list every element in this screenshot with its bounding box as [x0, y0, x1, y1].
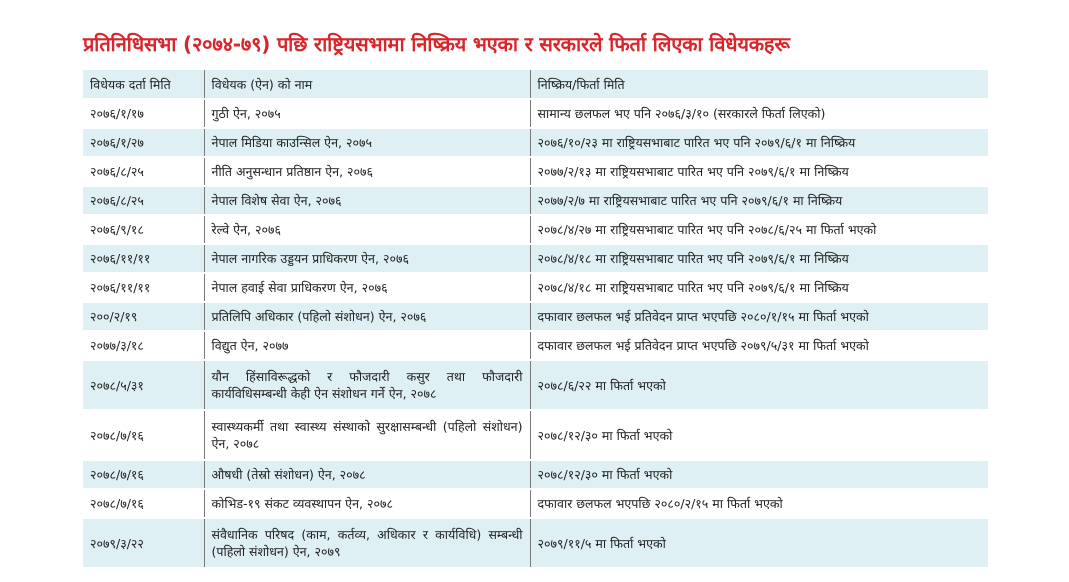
registration-date-cell: २०७८/७/१६: [83, 410, 204, 460]
table-row: [83, 489, 988, 518]
bill-name-cell: नेपाल विशेष सेवा ऐन, २०७६: [204, 186, 530, 215]
registration-date-cell: २०७६/८/२५: [83, 186, 204, 215]
status-cell: दफावार छलफल भई प्रतिवेदन प्राप्त भएपछि २०७९/५/३१ मा फिर्ता भएको: [530, 331, 988, 360]
bill-name-cell: विद्युत ऐन, २०७७: [204, 331, 530, 360]
table-row: [83, 460, 988, 489]
status-cell: २०७९/११/५ मा फिर्ता भएको: [530, 518, 988, 568]
registration-date-cell: २०७८/५/३१: [83, 360, 204, 410]
table-row: [83, 273, 988, 302]
bill-name-cell: नेपाल नागरिक उड्डयन प्राधिकरण ऐन, २०७६: [204, 244, 530, 273]
header-bill-name: विधेयक (ऐन) को नाम: [204, 70, 530, 99]
table-row: [83, 302, 988, 331]
status-cell: २०७८/१२/३० मा फिर्ता भएको: [530, 460, 988, 489]
table-row: [83, 331, 988, 360]
bills-table: [83, 70, 988, 569]
status-cell: २०७८/१२/३० मा फिर्ता भएको: [530, 410, 988, 460]
bill-name-cell: नेपाल मिडिया काउन्सिल ऐन, २०७५: [204, 128, 530, 157]
status-cell: २०७८/४/१८ मा राष्ट्रियसभाबाट पारित भए पनि २०७९/६/१ मा निष्क्रिय: [530, 273, 988, 302]
header-status-date: निष्क्रिय/फिर्ता मिति: [530, 70, 988, 99]
table-row: [83, 157, 988, 186]
page-title: प्रतिनिधिसभा (२०७४-७९) पछि राष्ट्रियसभामा निष्क्रिय भएका र सरकारले फिर्ता लिएका विधेयकहरू: [83, 32, 790, 56]
bill-name-cell: नेपाल हवाई सेवा प्राधिकरण ऐन, २०७६: [204, 273, 530, 302]
bill-name-cell: संवैधानिक परिषद (काम, कर्तव्य, अधिकार र कार्यविधि) सम्बन्धी (पहिलो संशोधन) ऐन, २०७९: [204, 518, 530, 568]
registration-date-cell: २०७६/११/११: [83, 244, 204, 273]
bill-name-cell: प्रतिलिपि अधिकार (पहिलो संशोधन) ऐन, २०७६: [204, 302, 530, 331]
status-cell: २०७८/४/१८ मा राष्ट्रियसभाबाट पारित भए पनि २०७९/६/१ मा निष्क्रिय: [530, 244, 988, 273]
registration-date-cell: २०७६/११/११: [83, 273, 204, 302]
registration-date-cell: २०७६/८/२५: [83, 157, 204, 186]
status-cell: २०७७/२/१३ मा राष्ट्रियसभाबाट पारित भए पनि २०७९/६/१ मा निष्क्रिय: [530, 157, 988, 186]
table-row: [83, 518, 988, 568]
status-cell: सामान्य छलफल भए पनि २०७६/३/१० (सरकारले फिर्ता लिएको): [530, 99, 988, 128]
table-header-row: [83, 70, 988, 99]
header-registration-date: विधेयक दर्ता मिति: [83, 70, 204, 99]
registration-date-cell: २००/२/१९: [83, 302, 204, 331]
bill-name-cell: गुठी ऐन, २०७५: [204, 99, 530, 128]
bill-name-cell: नीति अनुसन्धान प्रतिष्ठान ऐन, २०७६: [204, 157, 530, 186]
table-row: [83, 360, 988, 410]
registration-date-cell: २०७८/७/१६: [83, 460, 204, 489]
registration-date-cell: २०७६/१/२७: [83, 128, 204, 157]
registration-date-cell: २०७६/१/१७: [83, 99, 204, 128]
table-row: [83, 215, 988, 244]
table-row: [83, 244, 988, 273]
bill-name-cell: रेल्वे ऐन, २०७६: [204, 215, 530, 244]
registration-date-cell: २०७७/३/१८: [83, 331, 204, 360]
table-row: [83, 186, 988, 215]
status-cell: २०७८/६/२२ मा फिर्ता भएको: [530, 360, 988, 410]
table-row: [83, 99, 988, 128]
registration-date-cell: २०७६/९/१८: [83, 215, 204, 244]
table-row: [83, 410, 988, 460]
bill-name-cell: यौन हिंसाविरूद्धको र फौजदारी कसुर तथा फौजदारी कार्यविधिसम्बन्धी केही ऐन संशोधन गर्ने ऐन, २०७८: [204, 360, 530, 410]
status-cell: २०७७/२/७ मा राष्ट्रियसभाबाट पारित भए पनि २०७९/६/१ मा निष्क्रिय: [530, 186, 988, 215]
table-row: [83, 128, 988, 157]
status-cell: २०७६/१०/२३ मा राष्ट्रियसभाबाट पारित भए पनि २०७९/६/१ मा निष्क्रिय: [530, 128, 988, 157]
registration-date-cell: २०७९/३/२२: [83, 518, 204, 568]
bill-name-cell: स्वास्थ्यकर्मी तथा स्वास्थ्य संस्थाको सुरक्षासम्बन्धी (पहिलो संशोधन) ऐन, २०७८: [204, 410, 530, 460]
bill-name-cell: कोभिड-१९ संकट व्यवस्थापन ऐन, २०७८: [204, 489, 530, 518]
registration-date-cell: २०७८/७/१६: [83, 489, 204, 518]
status-cell: दफावार छलफल भई प्रतिवेदन प्राप्त भएपछि २०८०/१/१५ मा फिर्ता भएको: [530, 302, 988, 331]
status-cell: दफावार छलफल भएपछि २०८०/२/१५ मा फिर्ता भएको: [530, 489, 988, 518]
status-cell: २०७८/४/२७ मा राष्ट्रियसभाबाट पारित भए पनि २०७८/६/२५ मा फिर्ता भएको: [530, 215, 988, 244]
bill-name-cell: औषधी (तेस्रो संशोधन) ऐन, २०७८: [204, 460, 530, 489]
